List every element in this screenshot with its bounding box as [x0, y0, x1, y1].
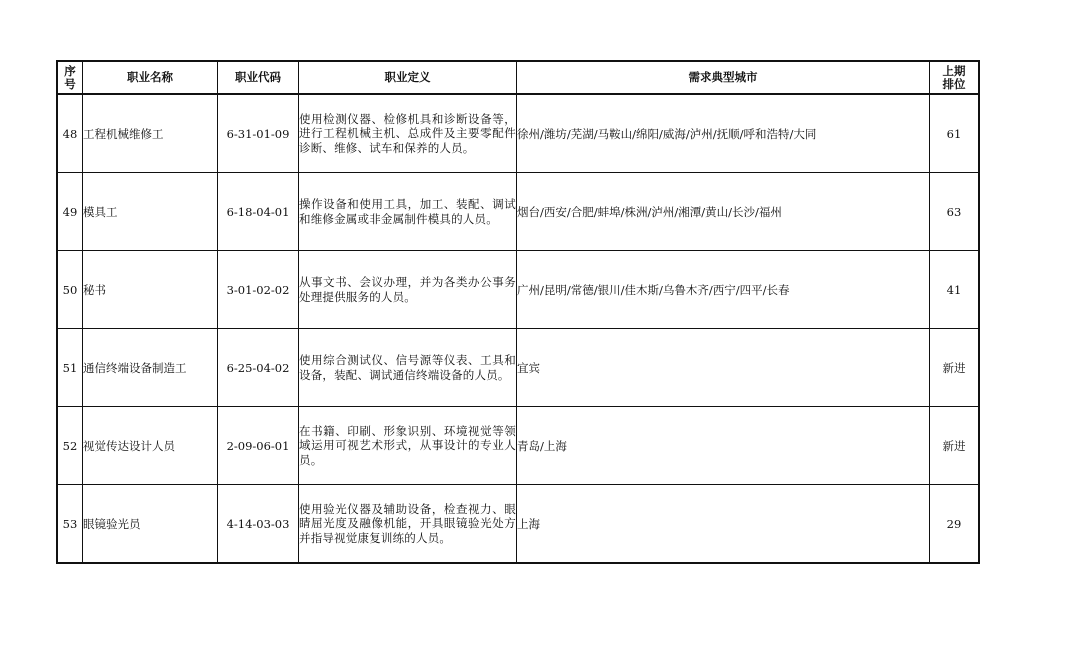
row-previous-rank: 29 — [930, 485, 980, 564]
row-occupation-definition: 操作设备和使用工具，加工、装配、调试和维修金属或非金属制件模具的人员。 — [299, 173, 517, 251]
row-occupation-code: 2-09-06-01 — [218, 407, 299, 485]
row-occupation-code: 6-25-04-02 — [218, 329, 299, 407]
header-previous-rank-line1: 上期 — [942, 63, 966, 78]
row-previous-rank: 新进 — [930, 329, 980, 407]
row-occupation-name: 秘书 — [83, 251, 218, 329]
row-typical-cities: 上海 — [517, 485, 930, 564]
occupation-table-sheet — [56, 60, 971, 564]
header-serial-number — [57, 61, 83, 94]
row-occupation-code: 3-01-02-02 — [218, 251, 299, 329]
row-occupation-definition: 使用综合测试仪、信号源等仪表、工具和设备，装配、调试通信终端设备的人员。 — [299, 329, 517, 407]
header-previous-rank-line2: 排位 — [942, 76, 966, 91]
row-occupation-name: 模具工 — [83, 173, 218, 251]
row-serial-number: 49 — [57, 173, 83, 251]
row-serial-number: 53 — [57, 485, 83, 564]
row-serial-number: 50 — [57, 251, 83, 329]
header-occupation-code: 职业代码 — [218, 61, 299, 94]
table-row — [57, 94, 979, 173]
table-row — [57, 329, 979, 407]
row-occupation-code: 6-18-04-01 — [218, 173, 299, 251]
row-occupation-name: 通信终端设备制造工 — [83, 329, 218, 407]
row-occupation-definition: 在书籍、印刷、形象识别、环境视觉等领域运用可视艺术形式，从事设计的专业人员。 — [299, 407, 517, 485]
row-occupation-name: 视觉传达设计人员 — [83, 407, 218, 485]
row-serial-number: 48 — [57, 94, 83, 173]
header-typical-cities: 需求典型城市 — [517, 61, 930, 94]
row-occupation-code: 6-31-01-09 — [218, 94, 299, 173]
row-occupation-definition: 从事文书、会议办理，并为各类办公事务处理提供服务的人员。 — [299, 251, 517, 329]
row-previous-rank: 新进 — [930, 407, 980, 485]
row-typical-cities: 广州/昆明/常德/银川/佳木斯/乌鲁木齐/西宁/四平/长春 — [517, 251, 930, 329]
header-occupation-name: 职业名称 — [83, 61, 218, 94]
header-serial-number-line1: 序 — [64, 63, 76, 78]
row-occupation-definition: 使用检测仪器、检修机具和诊断设备等，进行工程机械主机、总成件及主要零配件诊断、维修、试车和保养的人员。 — [299, 94, 517, 173]
row-serial-number: 51 — [57, 329, 83, 407]
header-row — [57, 61, 979, 94]
row-typical-cities: 青岛/上海 — [517, 407, 930, 485]
row-typical-cities: 徐州/潍坊/芜湖/马鞍山/绵阳/威海/泸州/抚顺/呼和浩特/大同 — [517, 94, 930, 173]
row-previous-rank: 63 — [930, 173, 980, 251]
occupation-table — [56, 60, 980, 564]
row-previous-rank: 41 — [930, 251, 980, 329]
header-previous-rank — [930, 61, 980, 94]
row-occupation-name: 工程机械维修工 — [83, 94, 218, 173]
table-row — [57, 251, 979, 329]
header-serial-number-line2: 号 — [64, 76, 76, 91]
row-previous-rank: 61 — [930, 94, 980, 173]
row-typical-cities: 烟台/西安/合肥/蚌埠/株洲/泸州/湘潭/黄山/长沙/福州 — [517, 173, 930, 251]
row-serial-number: 52 — [57, 407, 83, 485]
table-row — [57, 407, 979, 485]
header-occupation-definition: 职业定义 — [299, 61, 517, 94]
row-occupation-definition: 使用验光仪器及辅助设备，检查视力、眼睛屈光度及融像机能，开具眼镜验光处方并指导视觉康复训练的人员。 — [299, 485, 517, 564]
table-row — [57, 173, 979, 251]
row-occupation-name: 眼镜验光员 — [83, 485, 218, 564]
row-occupation-code: 4-14-03-03 — [218, 485, 299, 564]
table-row — [57, 485, 979, 564]
row-typical-cities: 宜宾 — [517, 329, 930, 407]
